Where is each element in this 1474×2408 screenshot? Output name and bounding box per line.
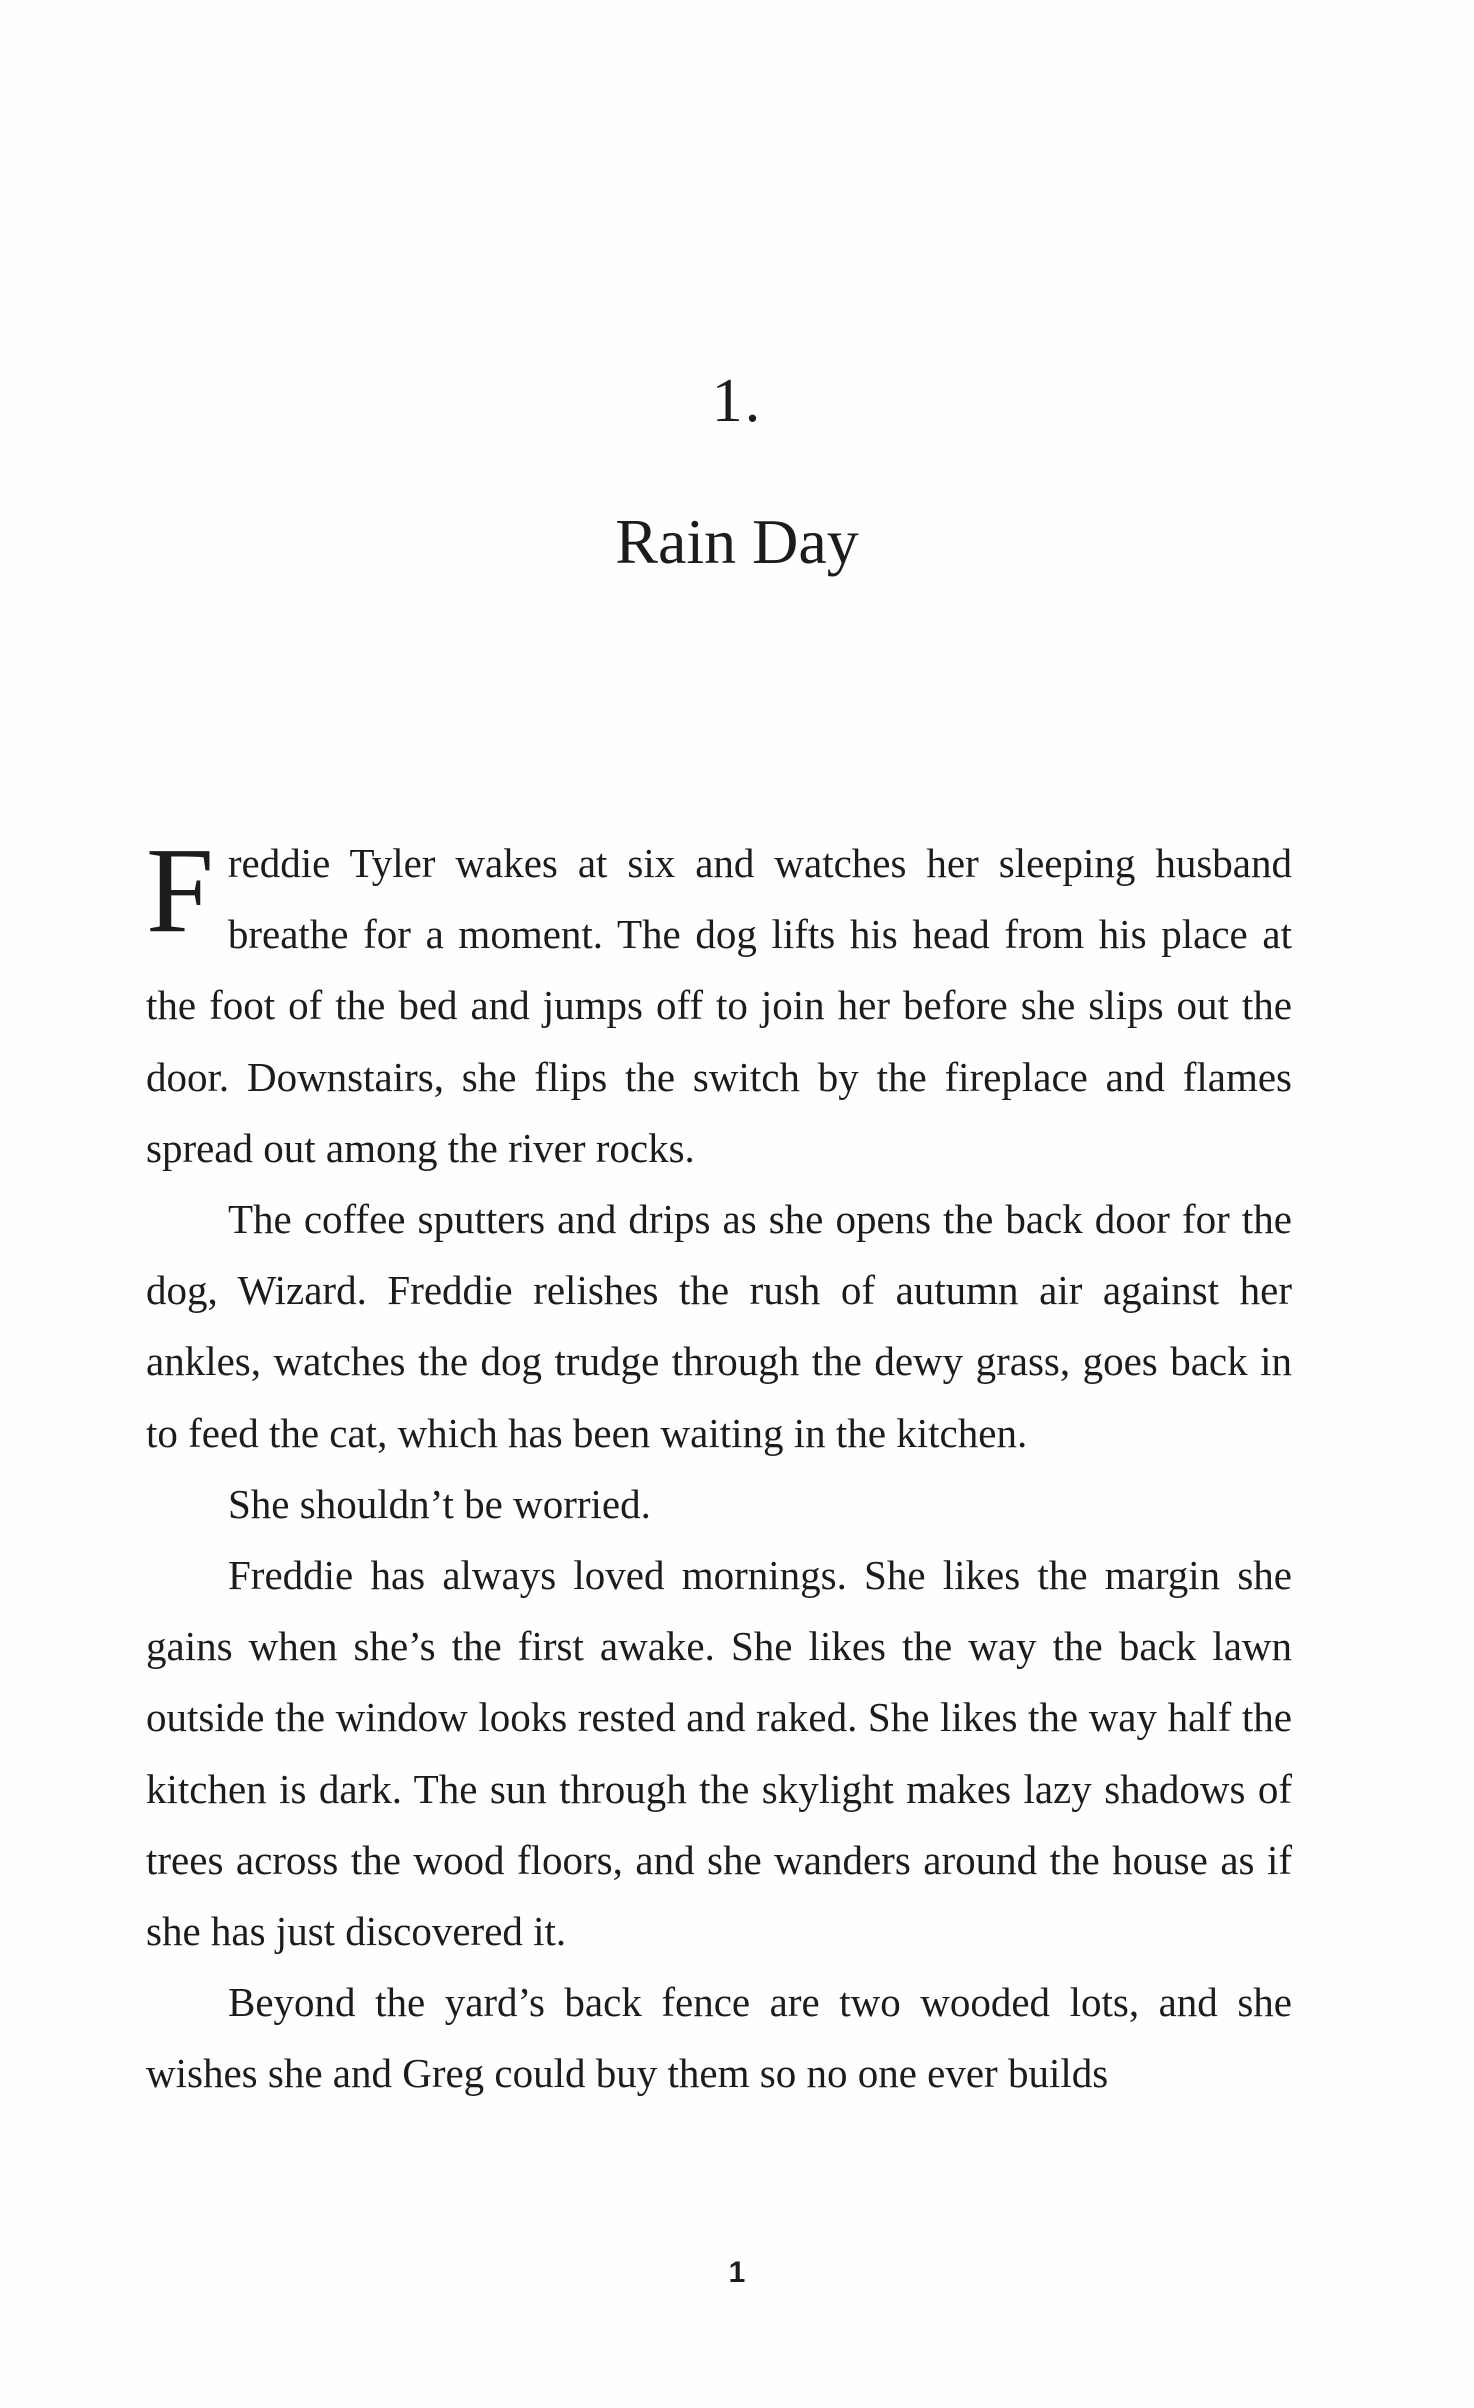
- paragraph-1-text: reddie Tyler wakes at six and watches her sleeping husband breathe for a moment. The dog lifts his head from his place at the foot of the bed and jumps off to join her before she slips out the door. Downstairs, she flips the switch by the fireplace and flames spread out among the river rocks.: [146, 840, 1292, 1171]
- chapter-body: [146, 823, 1292, 2110]
- paragraph-4: Freddie has always loved mornings. She likes the margin she gains when she’s the first awake. She likes the way the back lawn outside the window looks rested and raked. She likes the way half the kitchen is dark. The sun through the skylight makes lazy shadows of trees across the wood floors, and she wanders around the house as if she has just discovered it.: [146, 1552, 1292, 1955]
- chapter-number: 1.: [711, 367, 763, 435]
- drop-cap: F: [146, 823, 214, 958]
- chapter-title: Rain Day: [615, 506, 859, 577]
- paragraph-2: The coffee sputters and drips as she opens the back door for the dog, Wizard. Freddie relishes the rush of autumn air against her ankles, watches the dog trudge through the dewy grass, goes back in to feed the cat, which has been waiting in the kitchen.: [146, 1196, 1292, 1456]
- paragraph-5: Beyond the yard’s back fence are two wooded lots, and she wishes she and Greg could buy them so no one ever builds: [146, 1979, 1292, 2097]
- paragraph-1: [146, 823, 1292, 1184]
- page-number: 1: [728, 2256, 746, 2289]
- paragraph-3: She shouldn’t be worried.: [228, 1480, 651, 1527]
